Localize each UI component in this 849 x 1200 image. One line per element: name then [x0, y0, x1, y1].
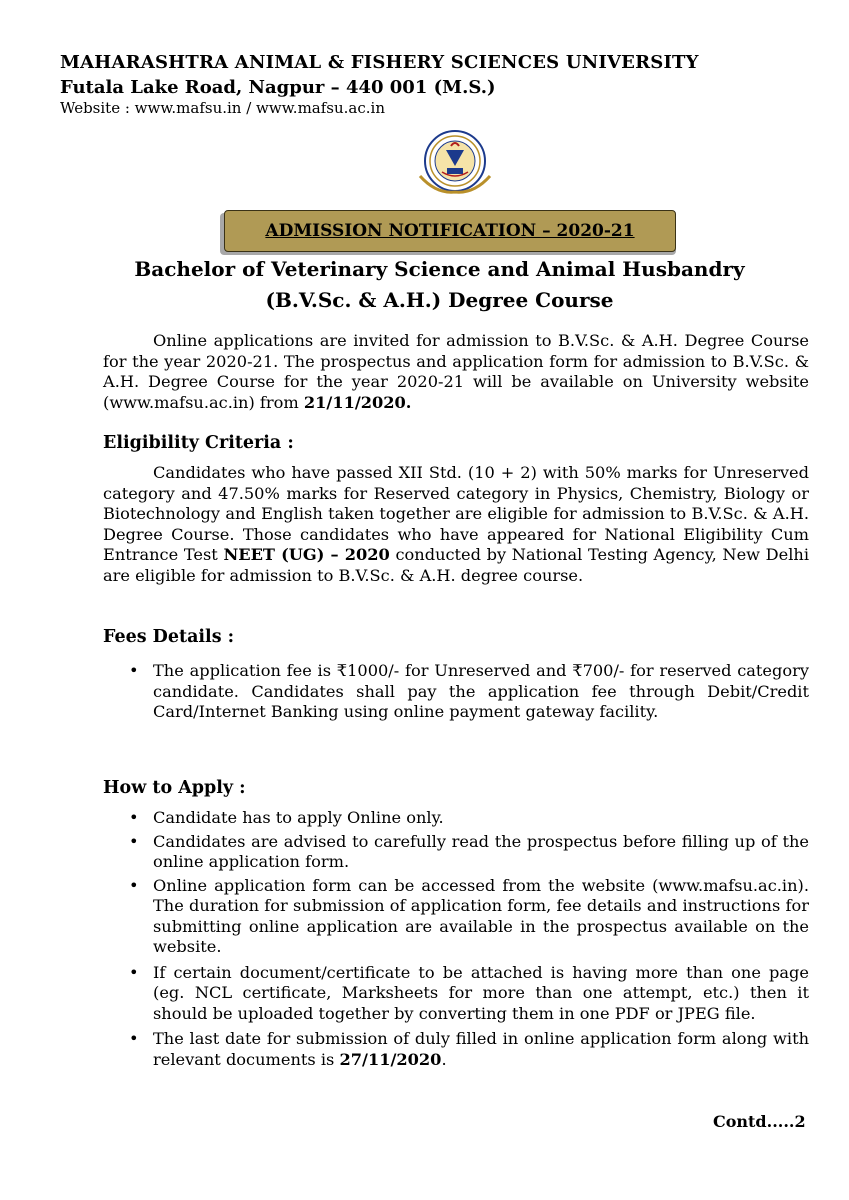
apply-heading: How to Apply : [103, 778, 246, 798]
eligibility-paragraph [103, 463, 809, 586]
apply-item-text: Online application form can be accessed from the website (www.mafsu.ac.in). The duration for submission of application form, fee details and instructions for submitting online application are available in the prospectus available on the website. [153, 875, 809, 956]
list-item [103, 963, 809, 1025]
last-date: 27/11/2020 [339, 1049, 442, 1069]
continued-marker: Contd.....2 [713, 1112, 806, 1131]
eligibility-text-part1: Candidates who have passed XII Std. (10 + 2) with 50% marks for Unreserved category and 47.50% marks for Reserved category in Physics, Chemistry, Biology or Biotechnology and English taken together are eligible for admission to B.V.Sc. & A.H. Degree Course. Those candidates who have appeared for National Eligibility Cum Entrance Test [103, 463, 809, 564]
apply-item-text: If certain document/certificate to be attached is having more than one page (eg. NCL certificate, Marksheets for more than one attempt, etc.) then it should be uploaded together by converting them in one PDF or JPEG file. [153, 962, 809, 1023]
intro-paragraph [103, 331, 809, 413]
bullet-icon: • [129, 875, 139, 895]
list-item [103, 876, 809, 958]
intro-date: 21/11/2020. [303, 392, 412, 412]
fees-list [103, 661, 809, 723]
last-item-end: . [441, 1049, 447, 1069]
apply-item-text: Candidate has to apply Online only. [153, 808, 444, 827]
course-title-line1: Bachelor of Veterinary Science and Animal Husbandry [134, 257, 745, 281]
banner-text: ADMISSION NOTIFICATION – 2020-21 [265, 221, 635, 241]
apply-list [103, 808, 809, 1070]
bullet-icon: • [129, 661, 139, 680]
eligibility-text-part2: conducted by National Testing Agency, New Delhi are eligible for admission to B.V.Sc. & A.H. degree course. [103, 545, 810, 585]
university-name: MAHARASHTRA ANIMAL & FISHERY SCIENCES UNIVERSITY [60, 52, 699, 73]
eligibility-exam: NEET (UG) – 2020 [223, 545, 390, 564]
university-website: Website : www.mafsu.in / www.mafsu.ac.in [60, 99, 385, 117]
intro-text: Online applications are invited for admission to B.V.Sc. & A.H. Degree Course for the year 2020-21. The prospectus and application form for admission to B.V.Sc. & A.H. Degree Course for the year 2020-21 will be available on University website (www.mafsu.ac.in) from [103, 331, 809, 412]
fees-item-text: The application fee is ₹1000/- for Unreserved and ₹700/- for reserved category candidate. Candidates shall pay the application fee through Debit/Credit Card/Internet Banking using online payment gateway facility. [153, 661, 809, 721]
apply-item-text: Candidates are advised to carefully read the prospectus before filling up of the online application form. [153, 831, 809, 871]
eligibility-heading: Eligibility Criteria : [103, 433, 294, 453]
bullet-icon: • [129, 808, 139, 827]
bullet-icon: • [129, 962, 139, 982]
apply-item-text: The last date for submission of duly filled in online application form along with relevant documents is [153, 1029, 809, 1069]
university-address: Futala Lake Road, Nagpur – 440 001 (M.S.) [60, 77, 496, 98]
list-item [103, 808, 809, 829]
list-item [103, 661, 809, 723]
admission-banner [224, 210, 676, 252]
university-seal-icon [416, 128, 494, 198]
bullet-icon: • [129, 1029, 139, 1048]
list-item [103, 832, 809, 873]
bullet-icon: • [129, 831, 139, 851]
list-item [103, 1029, 809, 1070]
fees-heading: Fees Details : [103, 627, 235, 647]
course-title-line2: (B.V.Sc. & A.H.) Degree Course [265, 288, 614, 312]
